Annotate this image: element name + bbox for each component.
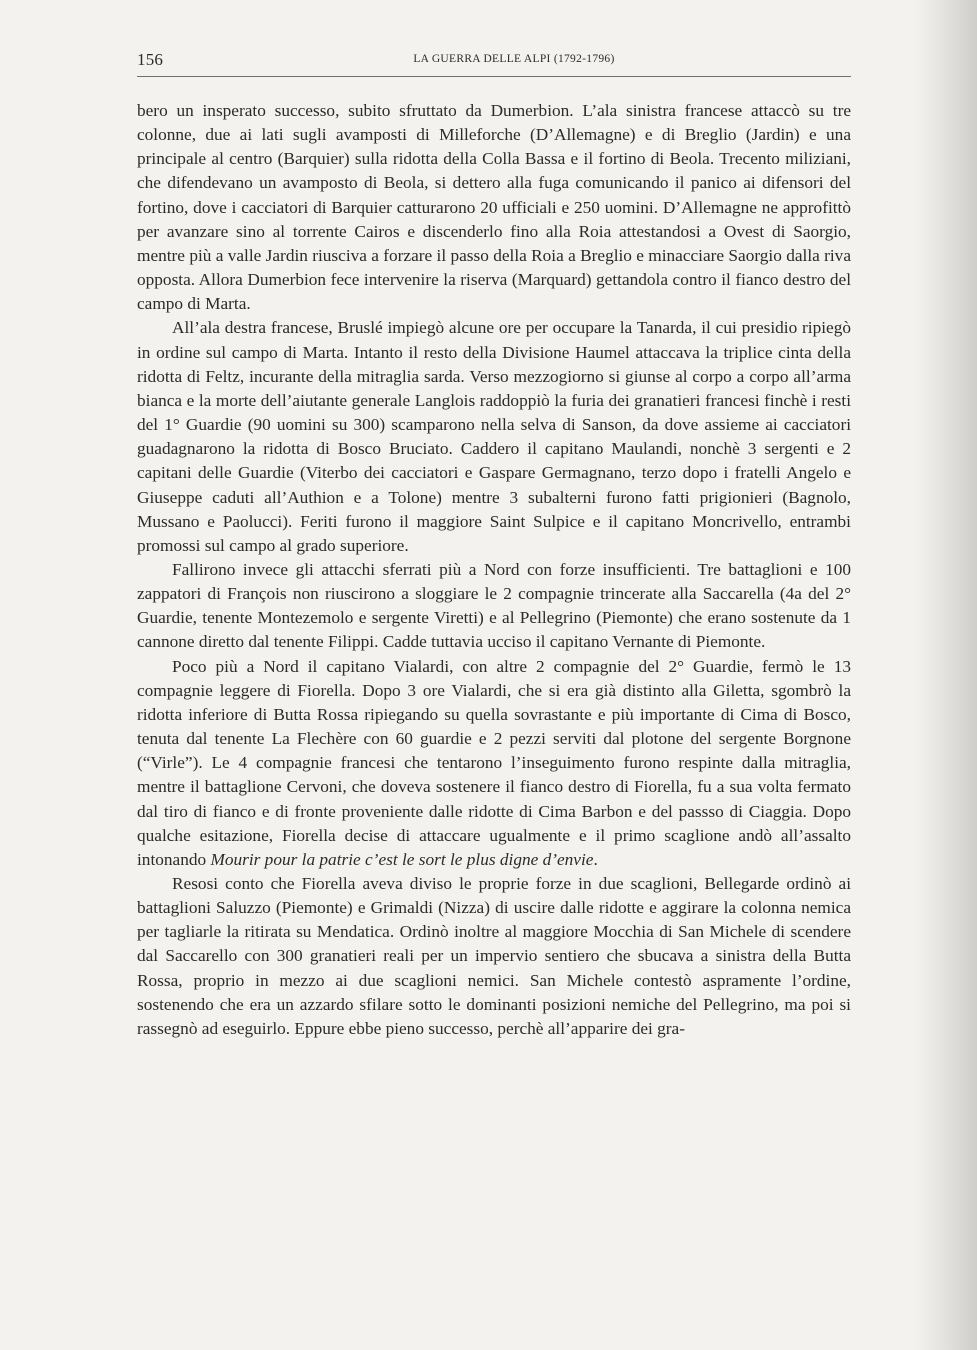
paragraph-3: Fallirono invece gli attacchi sferrati più a Nord con forze insufficienti. Tre battaglioni e 100 zappatori di François non riuscirono a sloggiare le 2 compagnie trincerate alla Saccarella (4a del 2° Guardie, tenente Montezemolo e sergente Viretti) e al Pellegrino (Piemonte) che erano sostenute da 1 cannone diretto dal tenente Filippi. Cadde tuttavia ucciso il capitano Vernante di Piemonte. (137, 559, 851, 652)
paragraph-2: All’ala destra francese, Bruslé impiegò alcune ore per occupare la Tanarda, il cui presidio ripiegò in ordine sul campo di Marta. Intanto il resto della Divisione Haumel attaccava la triplice cinta della ridotta di Feltz, incurante della mitraglia sarda. Verso mezzogiorno si giunse al corpo a corpo all’arma bianca e la morte dell’aiutante generale Langlois raddoppiò la furia dei granatieri francesi finchè i resti del 1° Guardie (90 uomini su 300) scamparono nella selva di Sanson, da dove assieme ai cacciatori guadagnarono la ridotta di Bosco Bruciato. Caddero il capitano Maulandi, nonchè 3 sergenti e 2 capitani delle Guardie (Viterbo dei cacciatori e Gaspare Germagnano, terzo dopo i fratelli Angelo e Giuseppe caduti all’Authion e a Tolone) mentre 3 subalterni furono fatti prigionieri (Bagnolo, Mussano e Paolucci). Feriti furono il maggiore Saint Sulpice e il capitano Moncrivello, entrambi promossi sul campo al grado superiore. (137, 318, 851, 555)
paragraph-4-end: . (593, 849, 598, 869)
paragraph-1: bero un insperato successo, subito sfruttato da Dumerbion. L’ala sinistra francese attaccò su tre colonne, due ai lati sugli avamposti di Milleforche (D’Allemagne) e di Breglio (Jardin) e una principale al centro (Barquier) sulla ridotta della Colla Bassa e il fortino di Beola. Trecento miliziani, che difendevano un avamposto di Beola, si dettero alla fuga comunicando il panico ai difensori del fortino, dove i cacciatori di Barquier catturarono 20 ufficiali e 250 uomini. D’Allemagne ne approfittò per avanzare sino al torrente Cairos e discenderlo fino alla Roia attestandosi a Ovest di Saorgio, mentre più a valle Jardin riusciva a forzare il passo della Roia a Breglio e minacciare Saorgio dalla riva opposta. Allora Dumerbion fece intervenire la riserva (Marquard) gettandola contro il fianco destro del campo di Marta. (137, 101, 851, 314)
page-number: 156 (137, 50, 164, 69)
body-text (137, 99, 851, 1041)
page-edge-shadow (915, 0, 977, 1350)
paragraph-5: Resosi conto che Fiorella aveva diviso le proprie forze in due scaglioni, Bellegarde ordinò ai battaglioni Saluzzo (Piemonte) e Grimaldi (Nizza) di uscire dalle ridotte e aggirare la colonna nemica per tagliarle la ritirata su Mendatica. Ordinò inoltre al maggiore Mocchia di San Michele di scendere dal Saccarello con 300 granatieri reali per un impervio sentiero che sbucava a sinistra della Butta Rossa, proprio in mezzo ai due scaglioni nemici. San Michele contestò aspramente l’ordine, sostenendo che era un azzardo sfilare sotto le dominanti posizioni nemiche del Pellegrino, ma poi si rassegnò ad eseguirlo. Eppure ebbe pieno successo, perchè all’apparire dei gra- (137, 874, 851, 1038)
page-header (137, 50, 851, 74)
paragraph-4-text: Poco più a Nord il capitano Vialardi, con altre 2 compagnie del 2° Guardie, fermò le 13 compagnie leggere di Fiorella. Dopo 3 ore Vialardi, che si era già distinto alla Giletta, sgombrò la ridotta inferiore di Butta Rossa ripiegando su quella sovrastante e più importante di Cima di Bosco, tenuta dal tenente La Flechère con 60 guardie e 2 pezzi serviti dal plotone del sergente Borgnone (“Virle”). Le 4 compagnie francesi che tentarono l’inseguimento furono respinte dalla mitraglia, mentre il battaglione Cervoni, che doveva sostenere il fianco destro di Fiorella, fu a sua volta fermato dal tiro di fianco e di fronte proveniente dalle ridotte di Cima Barbon e del passso di Ciaggia. Dopo qualche esitazione, Fiorella decise di attaccare ugualmente e il primo scaglione andò all’assalto intonando (137, 656, 851, 869)
paragraph-4 (137, 655, 851, 872)
italic-quote: Mourir pour la patrie c’est le sort le plus digne d’envie (210, 849, 594, 869)
running-head: LA GUERRA DELLE ALPI (1792-1796) (413, 53, 615, 65)
header-rule (137, 76, 851, 77)
